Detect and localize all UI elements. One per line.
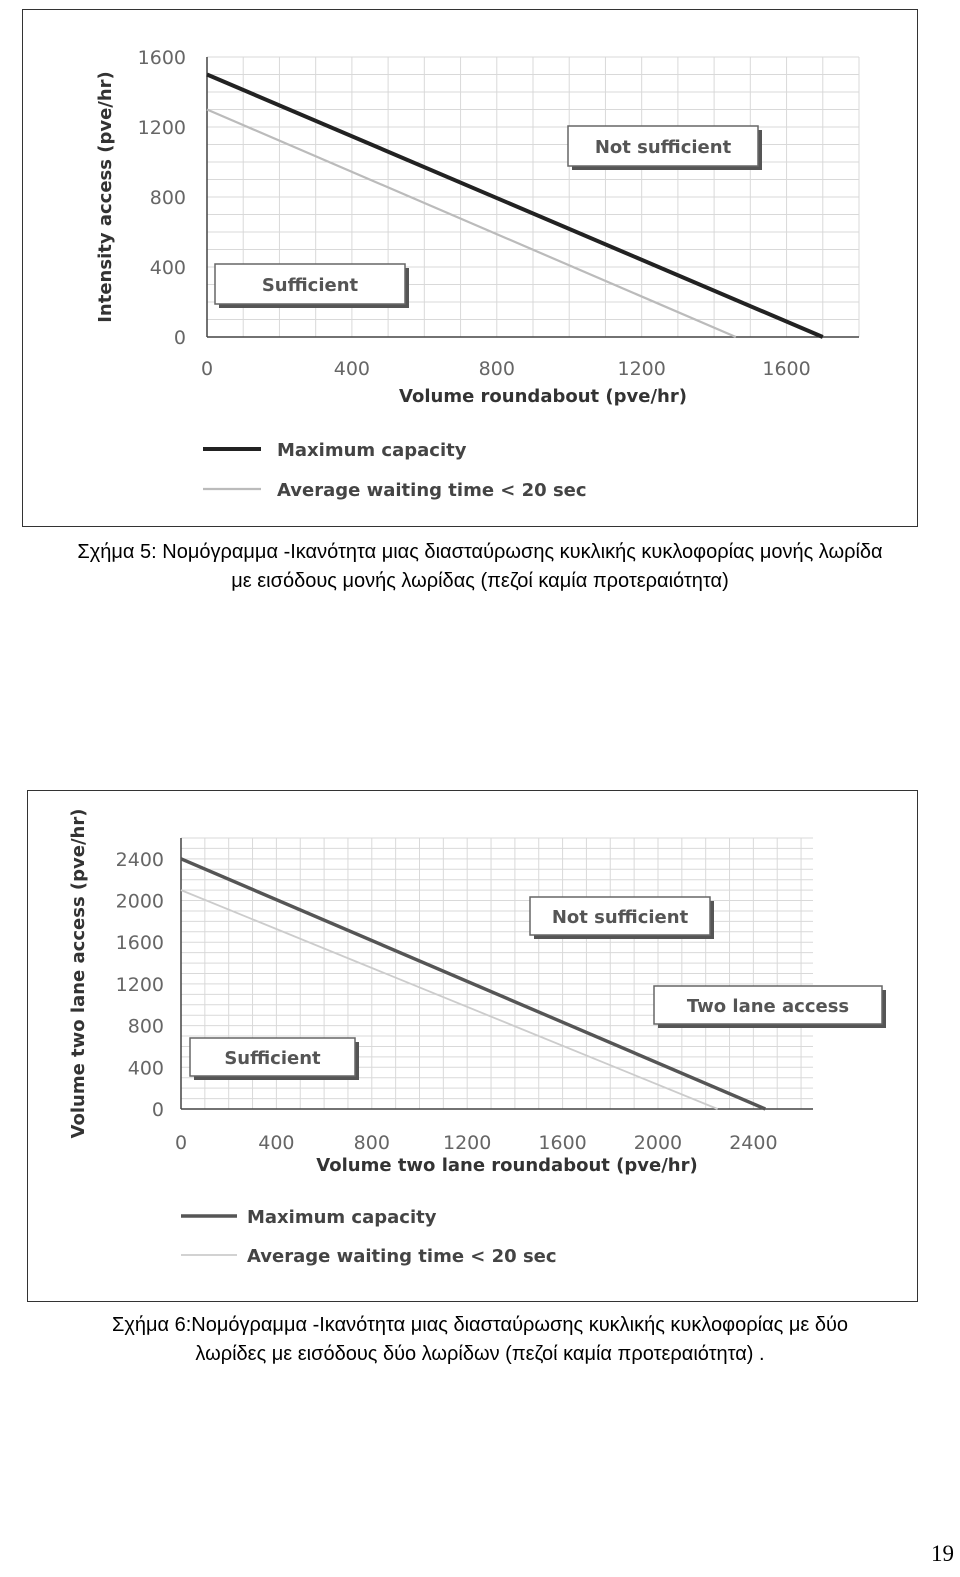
chart-5-svg xyxy=(23,10,919,528)
x-tick-label: 2400 xyxy=(729,1132,778,1154)
x-axis-label: Volume two lane roundabout (pve/hr) xyxy=(316,1155,698,1176)
figure-5-chart xyxy=(22,9,918,527)
x-tick-label: 800 xyxy=(353,1132,390,1154)
x-tick-label: 1200 xyxy=(617,358,666,380)
legend-label: Maximum capacity xyxy=(277,440,467,461)
x-tick-label: 2000 xyxy=(633,1132,683,1154)
page-number: 19 xyxy=(931,1541,954,1566)
y-tick-label: 1200 xyxy=(115,973,164,996)
y-tick-label: 1600 xyxy=(115,932,164,955)
x-tick-label: 1600 xyxy=(538,1132,587,1154)
figure-6-caption xyxy=(6,1311,954,1369)
x-tick-label: 400 xyxy=(333,358,371,380)
y-tick-label: 1200 xyxy=(137,117,186,139)
x-tick-label: 1600 xyxy=(762,358,811,380)
x-tick-label: 0 xyxy=(174,1132,188,1154)
legend-label: Average waiting time < 20 sec xyxy=(247,1246,557,1267)
chart-6-svg xyxy=(28,791,919,1303)
y-tick-label: 2000 xyxy=(115,890,164,913)
annotation-label: Sufficient xyxy=(224,1048,321,1069)
caption-5-line-2: με εισόδους μονής λωρίδας (πεζοί καμία προτεραιότητα) xyxy=(231,570,729,592)
x-tick-label: 1200 xyxy=(443,1132,492,1154)
caption-5-line-1: Σχήμα 5: Νομόγραμμα -Ικανότητα μιας διασταύρωσης κυκλικής κυκλοφορίας μονής λωρίδα xyxy=(77,541,883,563)
annotation-label: Not sufficient xyxy=(551,907,689,928)
y-axis-label: Intensity access (pve/hr) xyxy=(95,71,116,323)
y-tick-label: 1600 xyxy=(137,47,186,69)
y-tick-label: 400 xyxy=(127,1057,164,1080)
x-tick-label: 800 xyxy=(478,358,515,380)
legend-label: Maximum capacity xyxy=(247,1207,437,1228)
annotation-label: Not sufficient xyxy=(594,137,732,158)
y-tick-label: 0 xyxy=(173,327,186,349)
y-tick-label: 800 xyxy=(149,187,186,209)
x-tick-label: 0 xyxy=(200,358,214,380)
caption-6-line-2: λωρίδες με εισόδους δύο λωρίδων (πεζοί καμία προτεραιότητα) . xyxy=(195,1343,765,1365)
x-axis-label: Volume roundabout (pve/hr) xyxy=(399,386,687,407)
figure-6-chart xyxy=(27,790,918,1302)
y-tick-label: 400 xyxy=(149,257,186,279)
legend-label: Average waiting time < 20 sec xyxy=(277,480,587,501)
y-tick-label: 800 xyxy=(127,1015,164,1038)
y-axis-label: Volume two lane access (pve/hr) xyxy=(68,808,89,1139)
y-tick-label: 0 xyxy=(151,1099,164,1121)
annotation-label: Sufficient xyxy=(261,275,359,296)
figure-5-caption xyxy=(0,538,960,596)
x-tick-label: 400 xyxy=(258,1132,295,1154)
y-tick-label: 2400 xyxy=(115,848,164,871)
caption-6-line-1: Σχήμα 6:Νομόγραμμα -Ικανότητα μιας διασταύρωσης κυκλικής κυκλοφορίας με δύο xyxy=(111,1314,849,1336)
annotation-label: Two lane access xyxy=(686,996,850,1017)
